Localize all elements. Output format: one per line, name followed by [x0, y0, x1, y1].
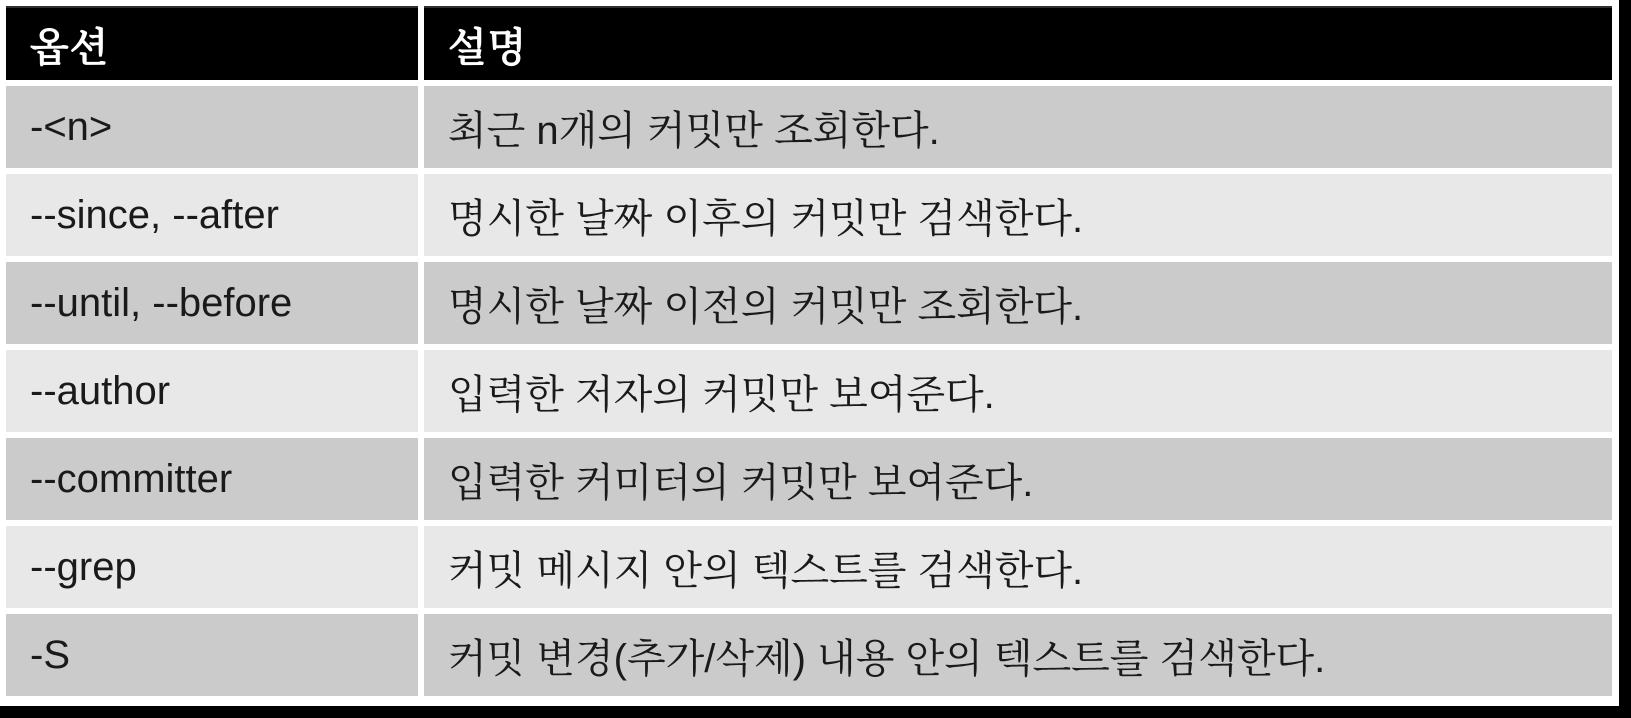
- column-header-description: 설명: [424, 6, 1612, 80]
- option-cell: --committer: [6, 438, 418, 520]
- header-row: [6, 6, 1612, 80]
- column-header-option: 옵션: [6, 6, 418, 80]
- description-cell: 최근 n개의 커밋만 조회한다.: [424, 86, 1612, 168]
- description-cell: 명시한 날짜 이전의 커밋만 조회한다.: [424, 262, 1612, 344]
- table-row: [6, 614, 1612, 696]
- description-cell: 커밋 변경(추가/삭제) 내용 안의 텍스트를 검색한다.: [424, 614, 1612, 696]
- table-row: [6, 174, 1612, 256]
- option-cell: --since, --after: [6, 174, 418, 256]
- description-cell: 입력한 저자의 커밋만 보여준다.: [424, 350, 1612, 432]
- option-cell: -<n>: [6, 86, 418, 168]
- option-cell: --until, --before: [6, 262, 418, 344]
- table-row: [6, 262, 1612, 344]
- description-cell: 커밋 메시지 안의 텍스트를 검색한다.: [424, 526, 1612, 608]
- description-cell: 명시한 날짜 이후의 커밋만 검색한다.: [424, 174, 1612, 256]
- description-cell: 입력한 커미터의 커밋만 보여준다.: [424, 438, 1612, 520]
- option-cell: -S: [6, 614, 418, 696]
- table-row: [6, 438, 1612, 520]
- table-row: [6, 526, 1612, 608]
- slide-edge-right: [1619, 0, 1631, 718]
- option-cell: --author: [6, 350, 418, 432]
- table-row: [6, 86, 1612, 168]
- table-row: [6, 350, 1612, 432]
- slide-edge-bottom: [0, 706, 1631, 718]
- option-cell: --grep: [6, 526, 418, 608]
